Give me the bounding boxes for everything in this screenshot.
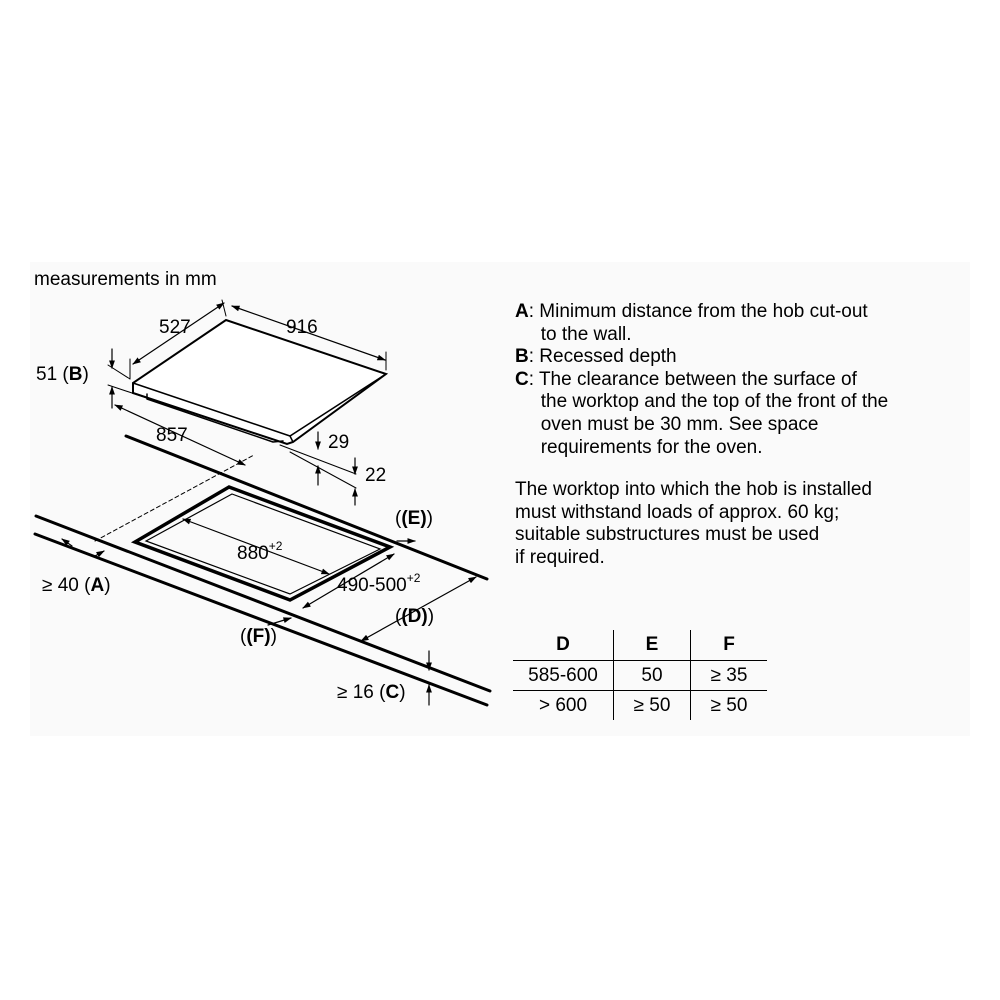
legend-text: requirements for the oven. [540,436,763,458]
legend-text: : Recessed depth [528,346,677,368]
dim-916-label: 916 [286,317,318,338]
legend-item-B [515,346,888,369]
key-F: (F) [246,626,271,647]
dim-527-label: 527 [159,317,191,338]
dim-29-label: 29 [328,432,350,453]
legend [515,301,888,459]
table-cell: ≥ 50 [614,691,691,721]
cutout-depth-tolerance: +2 [406,571,421,585]
legend-key-B: B [515,346,529,368]
dim-C-label: ≥ 16 (C) [337,682,406,703]
min-C-value: ≥ 16 [337,682,374,703]
legend-key-C: C [515,368,529,390]
dim-E-label: ((E)) [395,508,433,529]
table-row [513,661,767,691]
cutout-width-value: 880 [237,543,269,564]
legend-item-A [515,301,888,346]
note-line: The worktop into which the hob is installed [515,479,872,500]
note-line: if required. [515,546,605,568]
cutout-depth-value: 490-500 [337,575,407,596]
key-A: A [90,575,105,596]
key-C: C [385,682,400,703]
legend-text: the worktop and the top of the front of the [540,391,889,413]
note-line: must withstand loads of approx. 60 kg; [515,501,840,523]
dim-490-label [337,567,420,597]
legend-item-C [515,369,888,459]
table-header: D [556,634,570,655]
table-header-row [513,630,767,661]
legend-key-A: A [515,301,529,322]
recess-key: B [68,364,83,385]
dim-A-label: ≥ 40 (A) [42,575,111,596]
note-line: suitable substructures must be used [515,524,820,546]
table-header: E [614,630,691,661]
dim-22-label: 22 [365,465,387,486]
dim-880-label [237,535,282,565]
load-note [515,479,965,569]
dim-F-label: ((F)) [240,626,277,647]
min-A-value: ≥ 40 [42,575,79,596]
legend-text: : The clearance between the surface of [528,368,857,390]
key-D: (D) [401,606,428,627]
dim-857-label: 857 [156,425,188,446]
dim-51-label: 51 (B) [36,364,89,385]
legend-text: oven must be 30 mm. See space [540,413,819,435]
table-cell: ≥ 35 [691,661,768,691]
table-cell: 585-600 [513,661,614,691]
table-cell: > 600 [513,691,614,721]
dim-D-label: ((D)) [395,606,435,627]
units-label: measurements in mm [34,269,217,290]
table-header: F [691,630,768,661]
legend-text: : Minimum distance from the hob cut-out [528,301,868,322]
clearance-table [513,630,767,720]
legend-text: to the wall. [540,323,632,345]
table-cell: 50 [614,661,691,691]
table-row [513,691,767,721]
key-E: (E) [401,508,427,529]
recess-value: 51 [36,364,58,385]
projection-dashed [95,455,254,541]
cutout-width-tolerance: +2 [268,539,283,553]
table-cell: ≥ 50 [691,691,768,721]
